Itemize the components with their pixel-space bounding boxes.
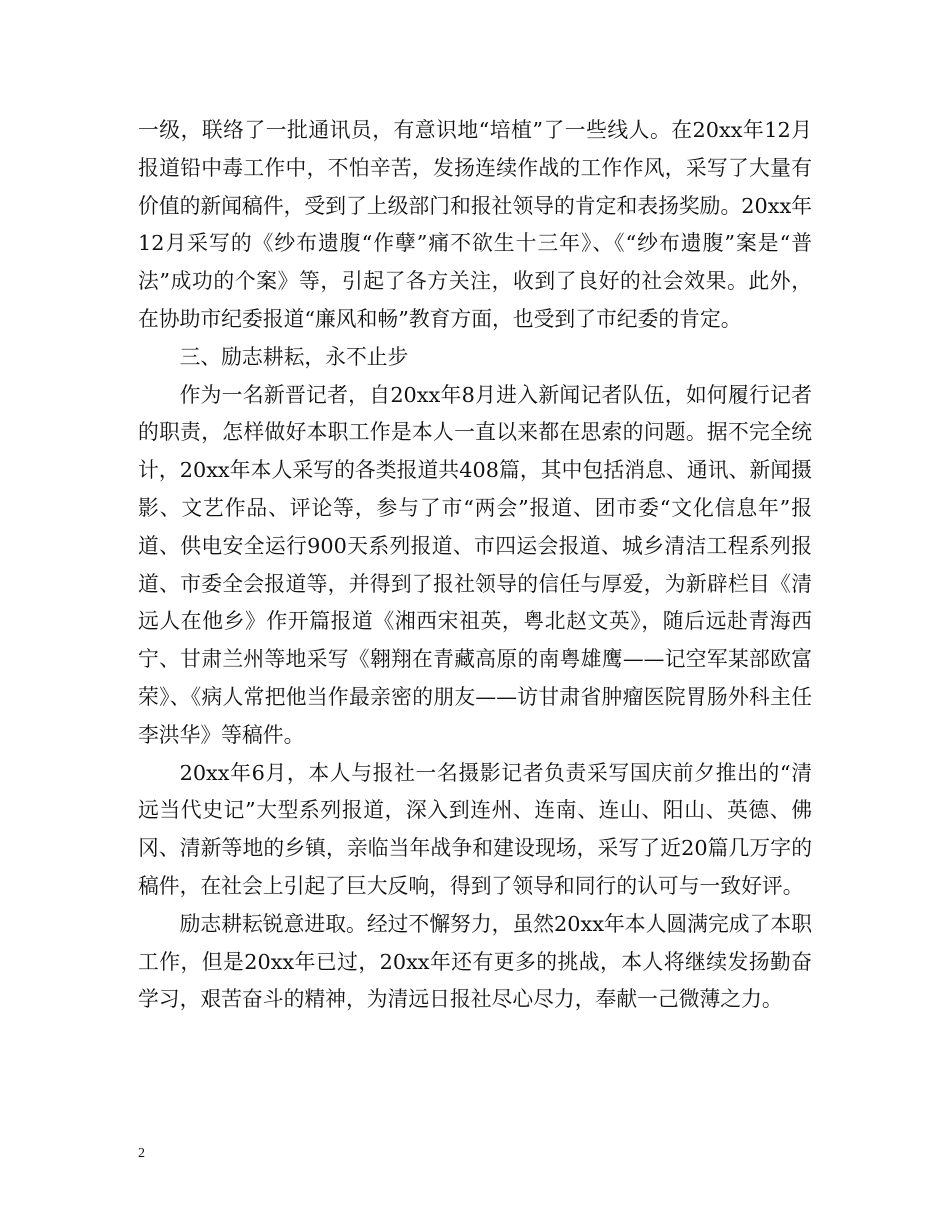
paragraph-continued: 一级，联络了一批通讯员，有意识地“培植”了一些线人。在20xx年12月报道铅中毒工作中，不怕辛苦，发扬连续作战的工作作风，采写了大量有价值的新闻稿件，受到了上级部门和报社领导的肯定和表扬奖励。20xx年12月采写的《纱布遗腹“作孽”痛不欲生十三年》、《“纱布遗腹”案是“普法”成功的个案》等，引起了各方关注，收到了良好的社会效果。此外，在协助市纪委报道“廉风和畅”教育方面，也受到了市纪委的肯定。 bbox=[138, 118, 812, 331]
paragraph: 励志耕耘锐意进取。经过不懈努力，虽然20xx年本人圆满完成了本职工作，但是20xx年已过，20xx年还有更多的挑战，本人将继续发扬勤奋学习，艰苦奋斗的精神，为清远日报社尽心尽力，奉献一己微薄之力。 bbox=[138, 911, 812, 1012]
document-body bbox=[138, 112, 812, 1019]
section-heading: 三、励志耕耘，永不止步 bbox=[179, 344, 409, 369]
paragraph: 作为一名新晋记者，自20xx年8月进入新闻记者队伍，如何履行记者的职责，怎样做好本职工作是本人一直以来都在思索的问题。据不完全统计，20xx年本人采写的各类报道共408篇，其中包括消息、通讯、新闻摄影、文艺作品、评论等，参与了市“两会”报道、团市委“文化信息年”报道、供电安全运行900天系列报道、市四运会报道、城乡清洁工程系列报道、市委全会报道等，并得到了报社领导的信任与厚爱，为新辟栏目《清远人在他乡》作开篇报道《湘西宋祖英，粤北赵文英》，随后远赴青海西宁、甘肃兰州等地采写《翱翔在青藏高原的南粤雄鹰——记空军某部欧富荣》、《病人常把他当作最亲密的朋友——访甘肃省肿瘤医院胃肠外科主任李洪华》等稿件。 bbox=[138, 382, 812, 747]
page-number: 2 bbox=[138, 1146, 145, 1161]
paragraph: 20xx年6月，本人与报社一名摄影记者负责采写国庆前夕推出的“清远当代史记”大型系列报道，深入到连州、连南、连山、阳山、英德、佛冈、清新等地的乡镇，亲临当年战争和建设现场，采写了近20篇几万字的稿件，在社会上引起了巨大反响，得到了领导和同行的认可与一致好评。 bbox=[138, 760, 812, 898]
